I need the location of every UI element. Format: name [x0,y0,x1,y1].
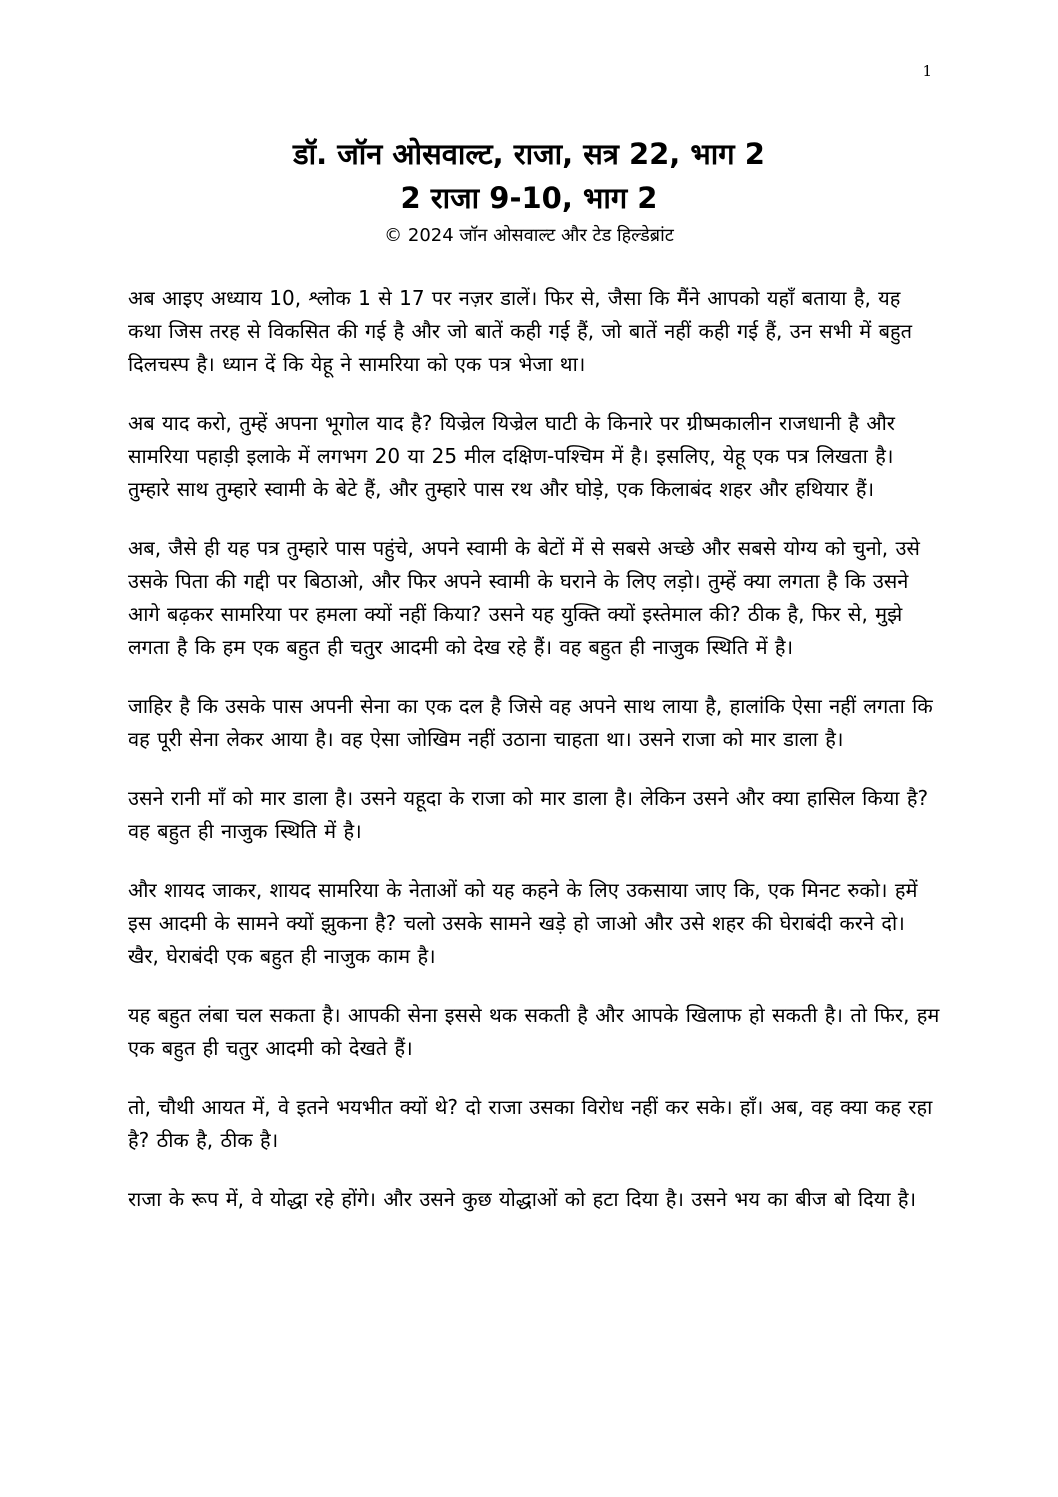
document-subtitle: 2 राजा 9-10, भाग 2 [400,181,658,215]
copyright-line: © 2024 जॉन ओसवाल्ट और टेड हिल्डेब्रांट [384,225,674,246]
paragraph: और शायद जाकर, शायद सामरिया के नेताओं को यह कहने के लिए उकसाया जाए कि, एक मिनट रुको। हमें इस आदमी के सामने क्यों झुकना है? चलो उसके सामने खड़े हो जाओ और उसे शहर की घेराबंदी करने दो। खैर, घेराबंदी एक बहुत ही नाजुक काम है। [128,878,918,968]
paragraph: अब आइए अध्याय 10, श्लोक 1 से 17 पर नज़र डालें। फिर से, जैसा कि मैंने आपको यहाँ बताया है, यह कथा जिस तरह से विकसित की गई है और जो बातें कही गई हैं, जो बातें नहीं कही गई हैं, उन सभी में बहुत दिलचस्प है। ध्यान दें कि येहू ने सामरिया को एक पत्र भेजा था। [128,286,913,376]
paragraph: अब, जैसे ही यह पत्र तुम्हारे पास पहुंचे, अपने स्वामी के बेटों में से सबसे अच्छे और सबसे योग्य को चुनो, उसे उसके पिता की गद्दी पर बिठाओ, और फिर अपने स्वामी के घराने के लिए लड़ो। तुम्हें क्या लगता है कि उसने आगे बढ़कर सामरिया पर हमला क्यों नहीं किया? उसने यह युक्ति क्यों इस्तेमाल की? ठीक है, फिर से, मुझे लगता है कि हम एक बहुत ही चतुर आदमी को देख रहे हैं। वह बहुत ही नाजुक स्थिति में है। [128,536,920,659]
document-header [0,132,1058,250]
paragraph: तो, चौथी आयत में, वे इतने भयभीत क्यों थे? दो राजा उसका विरोध नहीं कर सके। हाँ। अब, वह क्या कह रहा है? ठीक है, ठीक है। [128,1095,933,1152]
document-body [128,282,940,1242]
paragraph: अब याद करो, तुम्हें अपना भूगोल याद है? यिज्रेल यिज्रेल घाटी के किनारे पर ग्रीष्मकालीन राजधानी है और सामरिया पहाड़ी इलाके में लगभग 20 या 25 मील दक्षिण-पश्चिम में है। इसलिए, येहू एक पत्र लिखता है। तुम्हारे साथ तुम्हारे स्वामी के बेटे हैं, और तुम्हारे पास रथ और घोड़े, एक किलाबंद शहर और हथियार हैं। [128,411,895,501]
paragraph: राजा के रूप में, वे योद्धा रहे होंगे। और उसने कुछ योद्धाओं को हटा दिया है। उसने भय का बीज बो दिया है। [128,1187,917,1211]
paragraph: यह बहुत लंबा चल सकता है। आपकी सेना इससे थक सकती है और आपके खिलाफ हो सकती है। तो फिर, हम एक बहुत ही चतुर आदमी को देखते हैं। [128,1003,940,1060]
paragraph: उसने रानी माँ को मार डाला है। उसने यहूदा के राजा को मार डाला है। लेकिन उसने और क्या हासिल किया है? वह बहुत ही नाजुक स्थिति में है। [128,786,929,843]
paragraph: जाहिर है कि उसके पास अपनी सेना का एक दल है जिसे वह अपने साथ लाया है, हालांकि ऐसा नहीं लगता कि वह पूरी सेना लेकर आया है। वह ऐसा जोखिम नहीं उठाना चाहता था। उसने राजा को मार डाला है। [128,694,933,751]
document-title: डॉ. जॉन ओसवाल्ट, राजा, सत्र 22, भाग 2 [293,137,765,171]
page-number: 1 [922,62,932,80]
